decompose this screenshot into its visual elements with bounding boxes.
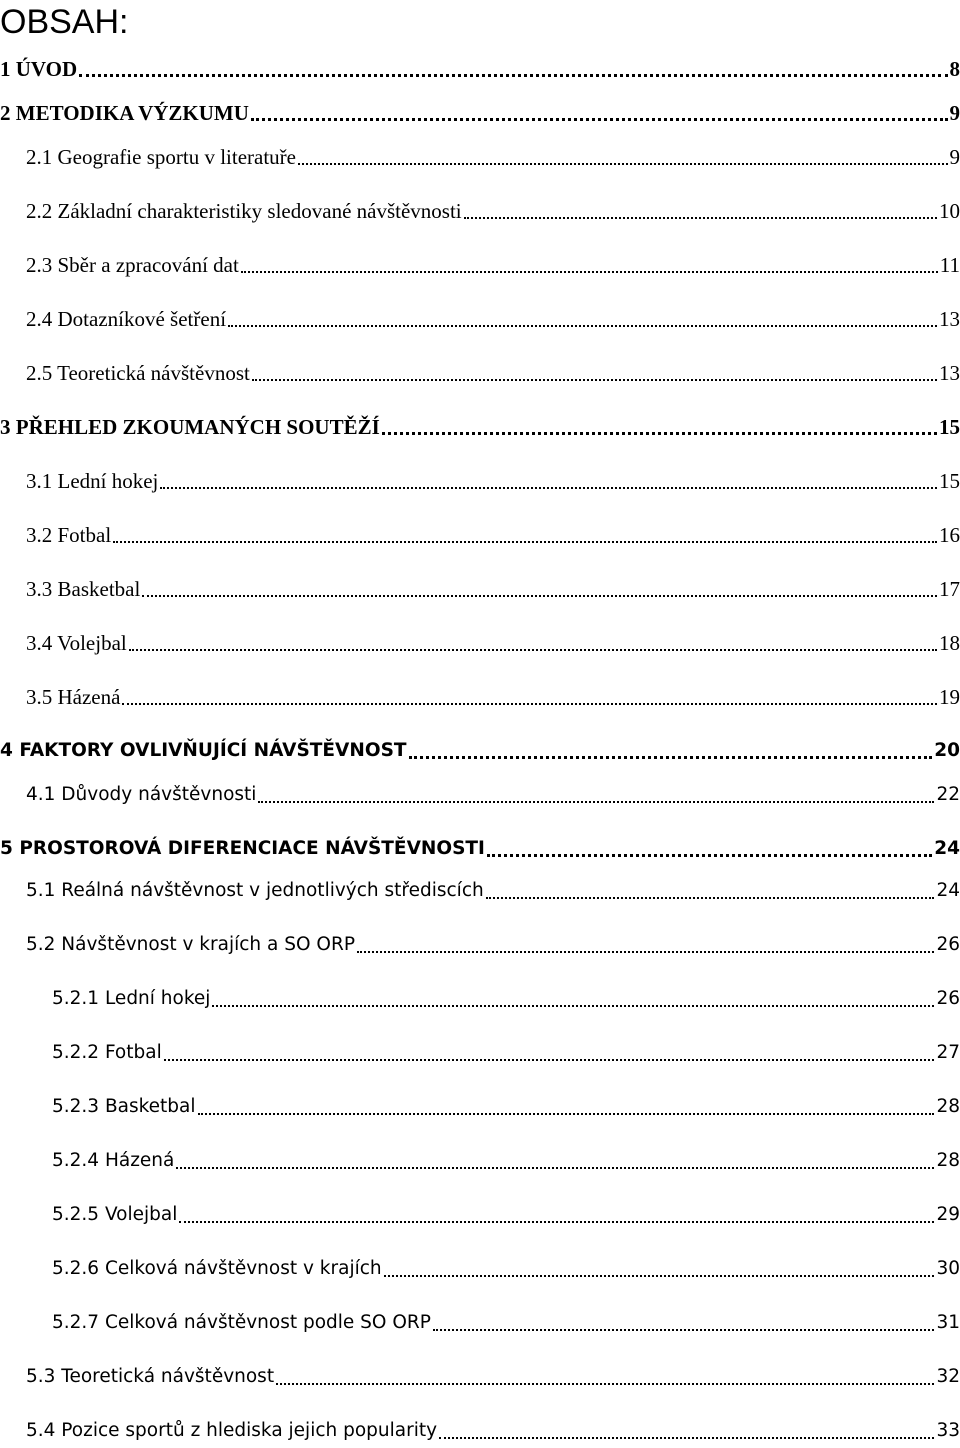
toc-entry-page: 31 [936,1312,960,1333]
toc-entry-label: 5.3 Teoretická návštěvnost [26,1366,275,1387]
toc-entry-3[interactable] [0,410,960,440]
toc-entry-3-3[interactable] [26,572,960,602]
dot-leader [486,887,935,899]
dot-leader [198,1103,935,1115]
toc-entry-label: 5 PROSTOROVÁ DIFERENCIACE NÁVŠTĚVNOSTI [0,838,485,859]
toc-entry-label: 1 ÚVOD [0,57,78,81]
dot-leader [298,153,948,165]
dot-leader [382,422,937,435]
toc-entry-page: 10 [939,199,960,223]
toc-entry-3-4[interactable] [26,626,960,656]
toc-entry-5-2[interactable] [26,928,960,958]
toc-entry-page: 30 [936,1258,960,1279]
toc-entry-page: 20 [934,740,960,761]
toc-entry-label: 3.2 Fotbal [26,523,112,547]
toc-entry-page: 11 [939,253,960,277]
toc-entry-page: 13 [939,307,960,331]
dot-leader [252,369,937,381]
toc-entry-2[interactable] [0,96,960,126]
toc-entry-page: 8 [949,57,960,81]
toc-entry-page: 15 [939,415,960,439]
toc-heading: OBSAH: [0,3,129,41]
toc-entry-label: 2.5 Teoretická návštěvnost [26,361,250,385]
toc-entry-label: 2.3 Sběr a zpracování dat [26,253,239,277]
toc-entry-page: 9 [949,101,960,125]
toc-entry-page: 28 [936,1150,960,1171]
toc-entry-page: 18 [939,631,960,655]
toc-entry-page: 24 [934,838,960,859]
toc-entry-page: 22 [936,784,960,805]
toc-entry-page: 24 [936,880,960,901]
toc-entry-2-3[interactable] [26,248,960,278]
toc-entry-label: 3.4 Volejbal [26,631,127,655]
toc-entry-page: 19 [939,685,960,709]
toc-entry-page: 13 [939,361,960,385]
toc-entry-3-5[interactable] [26,680,960,710]
toc-entry-1[interactable] [0,52,960,82]
toc-entry-label: 3 PŘEHLED ZKOUMANÝCH SOUTĚŽÍ [0,415,380,439]
toc-entry-3-1[interactable] [26,464,960,494]
dot-leader [409,746,933,759]
toc-entry-label: 2.2 Základní charakteristiky sledované návštěvnosti [26,199,462,223]
toc-entry-label: 5.2 Návštěvnost v krajích a SO ORP [26,934,355,955]
toc-entry-5-1[interactable] [26,874,960,904]
dot-leader [164,1049,935,1061]
dot-leader [357,941,934,953]
toc-entry-5-2-7[interactable] [52,1306,960,1336]
toc-entry-page: 29 [936,1204,960,1225]
toc-entry-2-4[interactable] [26,302,960,332]
dot-leader [487,844,932,857]
toc-entry-label: 2.4 Dotazníkové šetření [26,307,227,331]
toc-entry-page: 15 [939,469,960,493]
dot-leader [241,261,938,273]
toc-entry-label: 5.2.5 Volejbal [52,1204,178,1225]
toc-entry-3-2[interactable] [26,518,960,548]
toc-entry-5-2-1[interactable] [52,982,960,1012]
toc-entry-label: 5.2.7 Celková návštěvnost podle SO ORP [52,1312,431,1333]
toc-entry-label: 3.1 Lední hokej [26,469,159,493]
toc-entry-label: 5.2.4 Házená [52,1150,175,1171]
dot-leader [179,1211,934,1223]
toc-entry-2-5[interactable] [26,356,960,386]
toc-entry-5-4[interactable] [26,1414,960,1444]
toc-entry-4[interactable] [0,734,960,764]
toc-entry-page: 17 [939,577,960,601]
toc-entry-5-2-6[interactable] [52,1252,960,1282]
dot-leader [228,315,937,327]
toc-entry-label: 4 FAKTORY OVLIVŇUJÍCÍ NÁVŠTĚVNOST [0,740,407,761]
toc-entry-label: 5.2.3 Basketbal [52,1096,196,1117]
dot-leader [79,64,947,77]
toc-entry-label: 2 METODIKA VÝZKUMU [0,101,249,125]
dot-leader [160,477,937,489]
toc-entry-label: 5.2.1 Lední hokej [52,988,211,1009]
toc-entry-label: 3.3 Basketbal [26,577,141,601]
toc-entry-page: 28 [936,1096,960,1117]
toc-entry-label: 5.1 Reálná návštěvnost v jednotlivých střediscích [26,880,484,901]
toc-entry-page: 26 [936,934,960,955]
toc-entry-label: 5.4 Pozice sportů z hlediska jejich popularity [26,1420,438,1441]
dot-leader [258,791,934,803]
dot-leader [129,639,937,651]
toc-entry-5-2-2[interactable] [52,1036,960,1066]
toc-entry-page: 27 [936,1042,960,1063]
dot-leader [251,108,948,121]
toc-entry-2-2[interactable] [26,194,960,224]
toc-entry-5[interactable] [0,832,960,862]
toc-entry-label: 5.2.6 Celková návštěvnost v krajích [52,1258,382,1279]
dot-leader [384,1265,935,1277]
toc-entry-5-3[interactable] [26,1360,960,1390]
toc-entry-label: 4.1 Důvody návštěvnosti [26,784,257,805]
toc-entry-5-2-3[interactable] [52,1090,960,1120]
dot-leader [113,531,937,543]
toc-entry-label: 3.5 Házená [26,685,121,709]
dot-leader [433,1319,935,1331]
dot-leader [464,207,937,219]
toc-entry-5-2-5[interactable] [52,1198,960,1228]
toc-entry-5-2-4[interactable] [52,1144,960,1174]
toc-entry-4-1[interactable] [26,778,960,808]
dot-leader [122,693,937,705]
toc-entry-page: 33 [936,1420,960,1441]
dot-leader [276,1373,934,1385]
toc-entry-page: 16 [939,523,960,547]
toc-entry-page: 9 [949,145,960,169]
dot-leader [439,1427,934,1439]
toc-entry-2-1[interactable] [26,140,960,170]
toc-entry-page: 32 [936,1366,960,1387]
toc-entry-label: 5.2.2 Fotbal [52,1042,162,1063]
toc-entry-page: 26 [936,988,960,1009]
dot-leader [212,995,934,1007]
toc-entry-label: 2.1 Geografie sportu v literatuře [26,145,296,169]
dot-leader [176,1157,934,1169]
dot-leader [142,585,937,597]
